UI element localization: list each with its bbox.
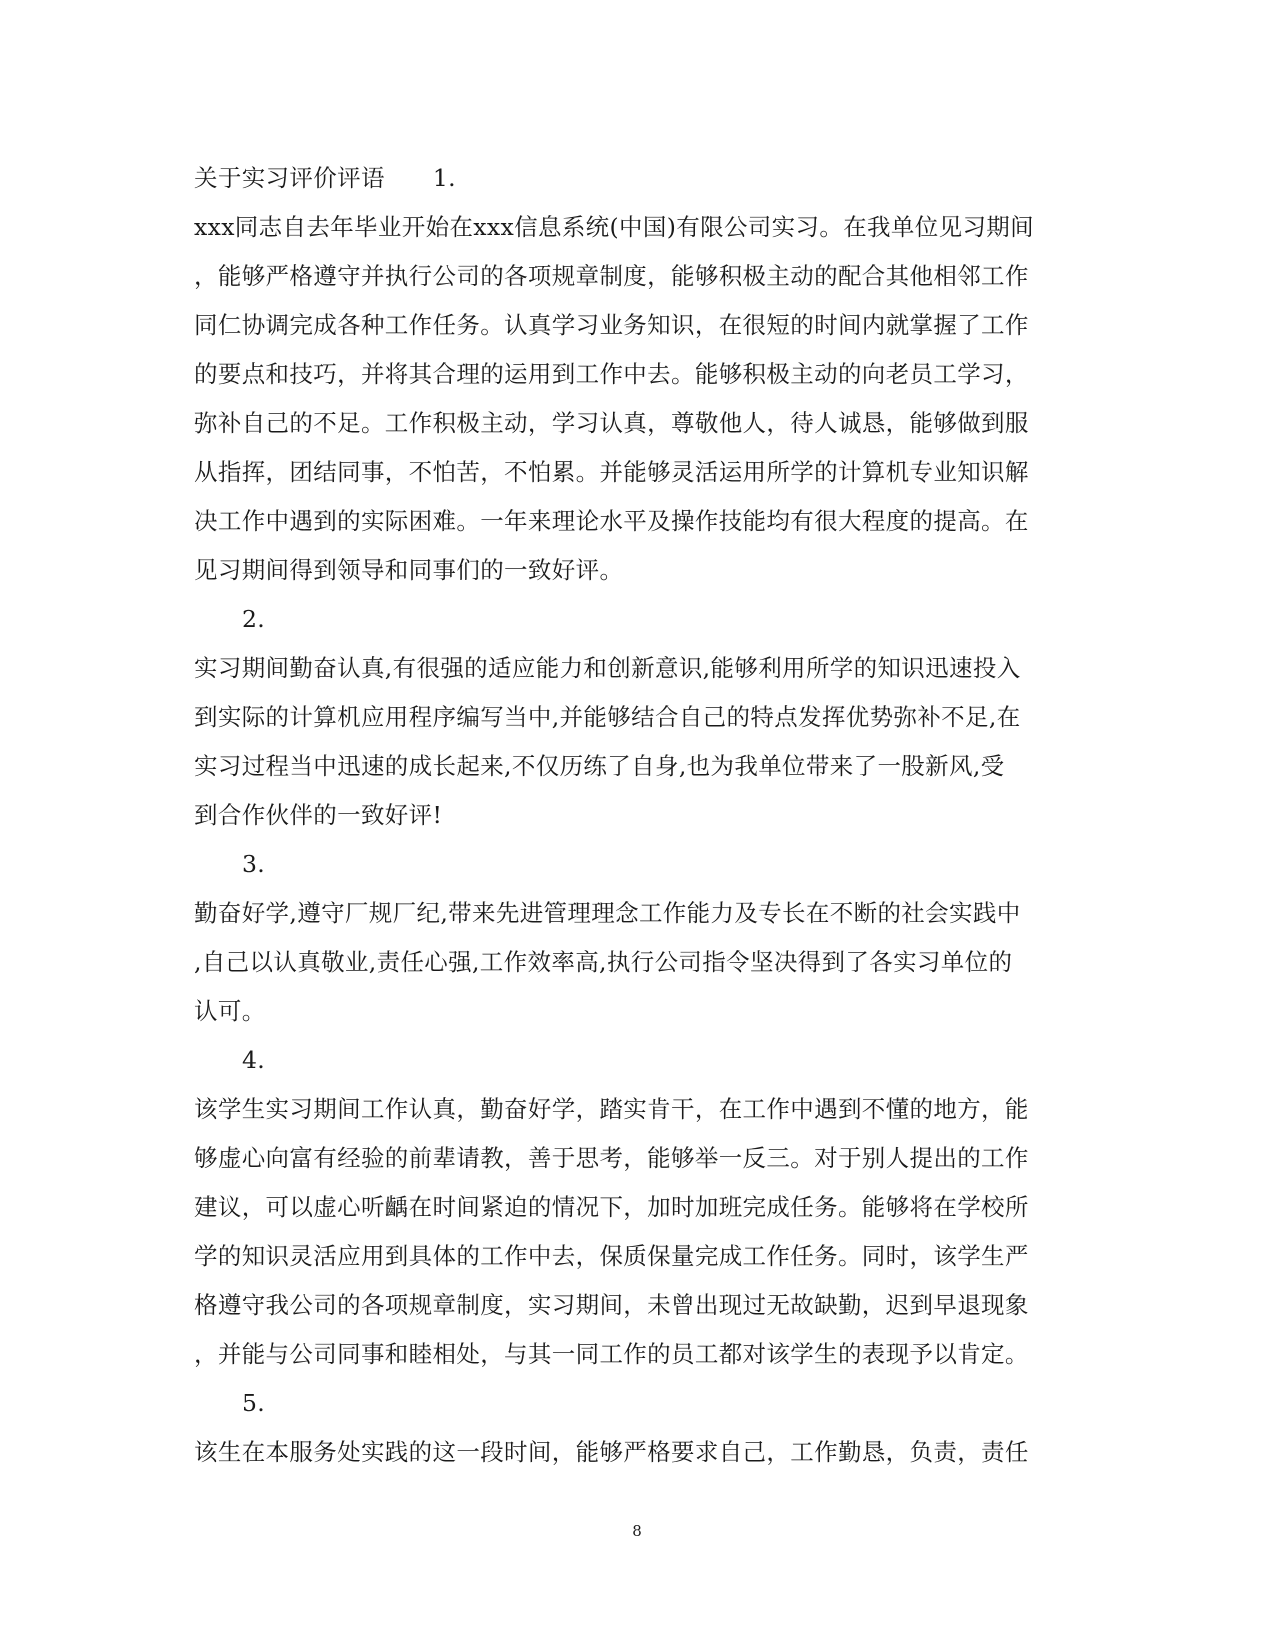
paragraph-3-line: ,自己以认真敬业,责任心强,工作效率高,执行公司指令坚决得到了各实习单位的	[194, 948, 1013, 976]
paragraph-4-line: 该学生实习期间工作认真，勤奋好学，踏实肯干，在工作中遇到不懂的地方，能	[194, 1095, 1029, 1123]
paragraph-2-line: 到合作伙伴的一致好评!	[194, 801, 443, 829]
paragraph-1-line: 见习期间得到领导和同事们的一致好评。	[194, 556, 624, 584]
paragraph-2-line: 实习过程当中迅速的成长起来,不仅历练了自身,也为我单位带来了一股新风,受	[194, 752, 1005, 780]
paragraph-2-line: 到实际的计算机应用程序编写当中,并能够结合自己的特点发挥优势弥补不足,在	[194, 703, 1021, 731]
item-number-3: 3.	[242, 850, 266, 878]
paragraph-3-line: 勤奋好学,遵守厂规厂纪,带来先进管理理念工作能力及专长在不断的社会实践中	[194, 899, 1021, 927]
paragraph-5-line: 该生在本服务处实践的这一段时间，能够严格要求自己，工作勤恳，负责，责任	[194, 1438, 1029, 1466]
item-number-5: 5.	[242, 1389, 266, 1417]
paragraph-1-line: 决工作中遇到的实际困难。一年来理论水平及操作技能均有很大程度的提高。在	[194, 507, 1029, 535]
document-body	[194, 154, 1074, 1477]
paragraph-1-line: 从指挥，团结同事，不怕苦，不怕累。并能够灵活运用所学的计算机专业知识解	[194, 458, 1029, 486]
document-title: 关于实习评价评语	[194, 164, 385, 192]
item-number-4: 4.	[242, 1046, 266, 1074]
paragraph-3-line: 认可。	[194, 997, 266, 1025]
item-number-2: 2.	[242, 605, 266, 633]
paragraph-2-line: 实习期间勤奋认真,有很强的适应能力和创新意识,能够利用所学的知识迅速投入	[194, 654, 1021, 682]
paragraph-4-line: 够虚心向富有经验的前辈请教，善于思考，能够举一反三。对于别人提出的工作	[194, 1144, 1029, 1172]
paragraph-1-line: 的要点和技巧，并将其合理的运用到工作中去。能够积极主动的向老员工学习，	[194, 360, 1029, 388]
paragraph-4-line: ，并能与公司同事和睦相处，与其一同工作的员工都对该学生的表现予以肯定。	[194, 1340, 1029, 1368]
title-line	[194, 154, 1074, 203]
paragraph-1-line: ，能够严格遵守并执行公司的各项规章制度，能够积极主动的配合其他相邻工作	[194, 262, 1029, 290]
item-number-1: 1.	[432, 164, 456, 192]
paragraph-1-line: 弥补自己的不足。工作积极主动，学习认真，尊敬他人，待人诚恳，能够做到服	[194, 409, 1029, 437]
paragraph-1-line: 同仁协调完成各种工作任务。认真学习业务知识，在很短的时间内就掌握了工作	[194, 311, 1029, 339]
page-number: 8	[632, 1522, 642, 1540]
paragraph-4-line: 学的知识灵活应用到具体的工作中去，保质保量完成工作任务。同时，该学生严	[194, 1242, 1029, 1270]
paragraph-4-line: 建议，可以虚心听齲在时间紧迫的情况下，加时加班完成任务。能够将在学校所	[194, 1193, 1029, 1221]
paragraph-1-line: xxx同志自去年毕业开始在xxx信息系统(中国)有限公司实习。在我单位见习期间	[194, 213, 1035, 241]
paragraph-4-line: 格遵守我公司的各项规章制度，实习期间，未曾出现过无故缺勤，迟到早退现象	[194, 1291, 1029, 1319]
